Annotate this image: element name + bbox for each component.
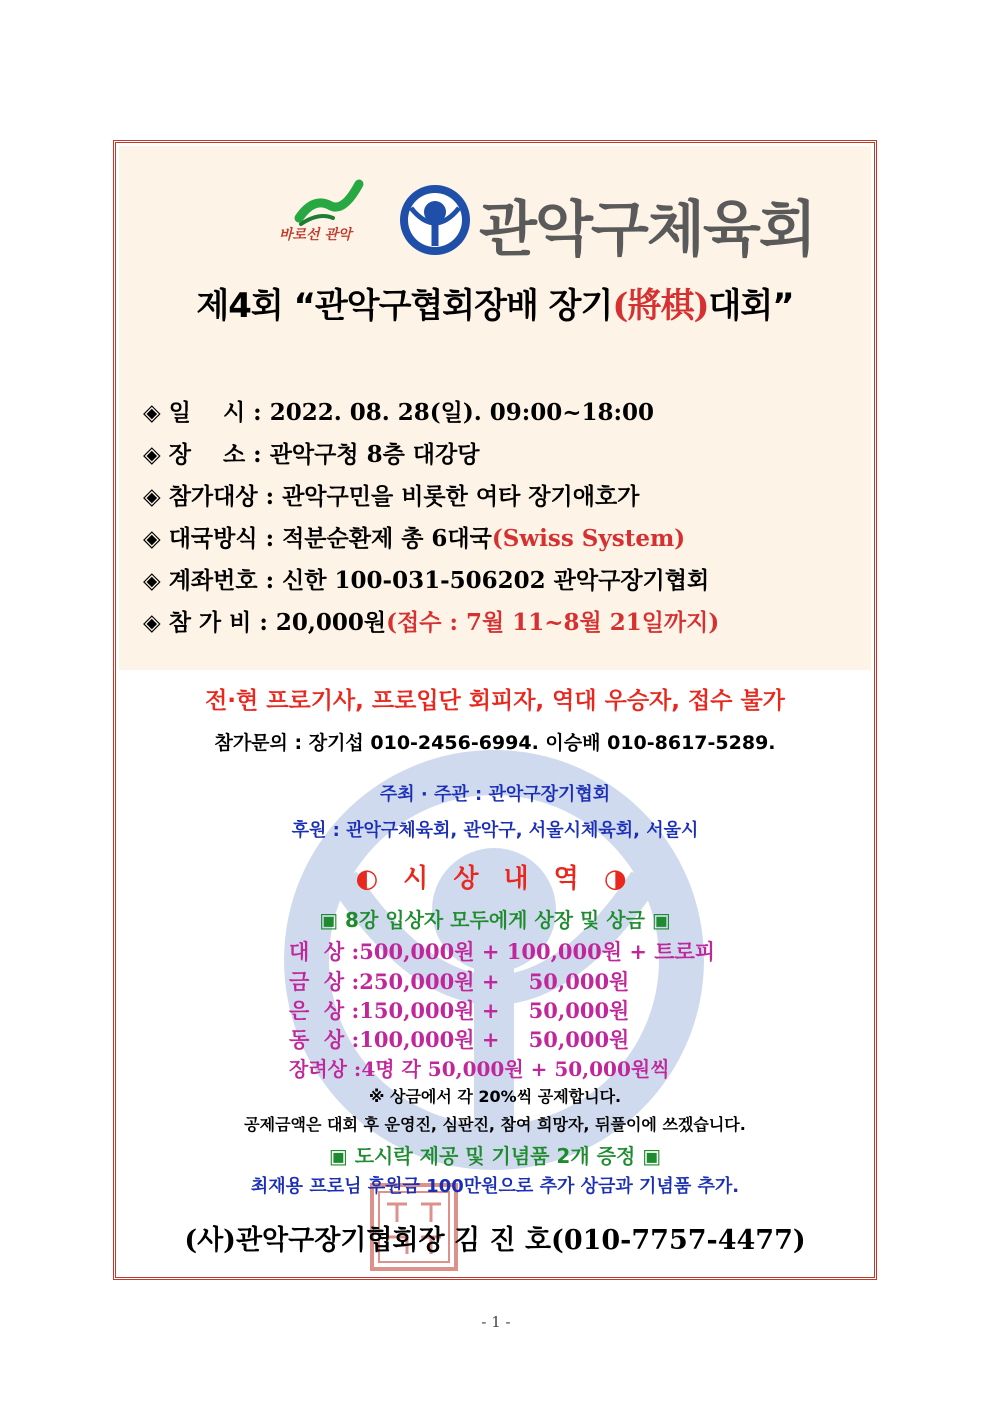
lunch-gift-note: ▣ 도시락 제공 및 기념품 2개 증정 ▣	[328, 1144, 662, 1168]
deduction-note: ※ 상금에서 각 20%씩 공제합니다.	[368, 1087, 622, 1106]
prize-encouragement: 장려상 :4명 각 50,000원 + 50,000원씩	[289, 1057, 670, 1081]
logo-slogan: 바로선 관악	[279, 227, 352, 243]
gwanak-emblem-icon	[397, 182, 473, 258]
info-venue: ◈ 장 소 : 관악구청 8층 대강당	[143, 441, 480, 468]
poster-title	[119, 278, 871, 327]
prize-bronze: 동 상 :100,000원 + 50,000원	[289, 1027, 630, 1052]
info-fee: ◈ 참 가 비 : 20,000원(접수 : 7월 11~8월 21일까지)	[143, 609, 720, 636]
info-account: ◈ 계좌번호 : 신한 100-031-506202 관악구장기협회	[143, 567, 710, 594]
logo-header	[279, 176, 815, 266]
title-suffix: 대회”	[708, 286, 794, 326]
info-format: ◈ 대국방식 : 적분순환제 총 6대국(Swiss System)	[143, 525, 686, 552]
prize-gold: 금 상 :250,000원 + 50,000원	[289, 969, 630, 994]
page-number: - 1 -	[481, 1313, 511, 1331]
sponsors: 후원 : 관악구체육회, 관악구, 서울시체육회, 서울시	[291, 820, 699, 841]
poster-lower-section	[119, 670, 871, 1274]
prize-grand: 대 상 :500,000원 + 100,000원 + 트로피	[289, 939, 716, 964]
prize-heading: ◐ 시 상 내 역 ◑	[355, 864, 635, 894]
host-organizer: 주최 · 주관 : 관악구장기협회	[379, 784, 611, 805]
eligibility-warning: 전·현 프로기사, 프로입단 회피자, 역대 우승자, 접수 불가	[205, 688, 785, 714]
deduction-use-note: 공제금액은 대회 후 운영진, 심판진, 참여 희망자, 뒤풀이에 쓰겠습니다.	[244, 1115, 746, 1134]
association-president: (사)관악구장기협회장 김 진 호(010-7757-4477)	[184, 1225, 806, 1256]
title-hanja: (將棋)	[612, 286, 709, 326]
title-prefix: 제4회 “관악구협회장배 장기	[196, 286, 613, 326]
prize-subheading: ▣ 8강 입상자 모두에게 상장 및 상금 ▣	[319, 908, 671, 932]
info-date: ◈ 일 시 : 2022. 08. 28(일). 09:00~18:00	[143, 399, 655, 426]
prize-silver: 은 상 :150,000원 + 50,000원	[289, 998, 630, 1023]
poster-upper-section	[119, 146, 871, 670]
extra-sponsorship-note: 최재용 프로님 후원금 100만원으로 추가 상금과 기념품 추가.	[250, 1176, 740, 1197]
org-name: 관악구체육회	[479, 195, 815, 265]
info-eligibility: ◈ 참가대상 : 관악구민을 비롯한 여타 장기애호가	[143, 483, 640, 510]
inquiry-contacts: 참가문의 : 장기섭 010-2456-6994. 이승배 010-8617-5289.	[214, 732, 776, 754]
